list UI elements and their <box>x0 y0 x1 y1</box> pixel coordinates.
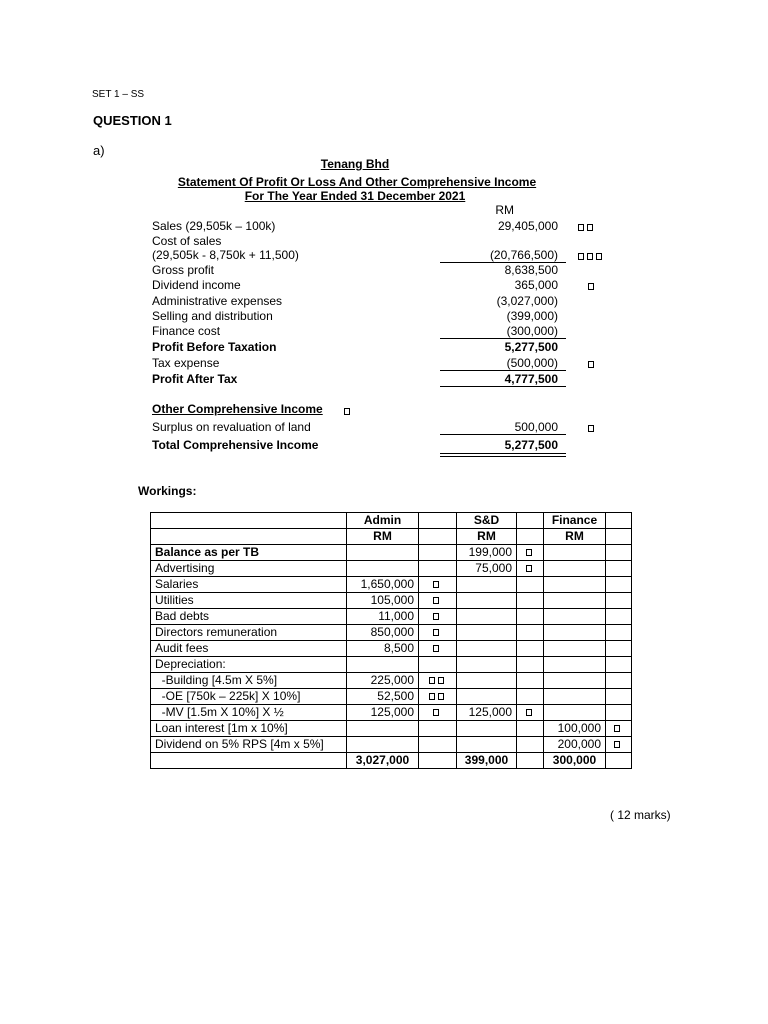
double-underline <box>440 456 566 457</box>
tick-icon <box>614 741 620 748</box>
tci-value: 5,277,500 <box>504 438 558 452</box>
row-finance-value <box>544 545 606 561</box>
row-finance-value <box>544 625 606 641</box>
income-statement <box>0 0 768 470</box>
selling-value: (399,000) <box>506 309 558 323</box>
finance-value: (300,000) <box>506 324 558 338</box>
tick-icon <box>433 597 439 604</box>
statement-title: Statement Of Profit Or Loss And Other Comprehensive Income <box>177 175 537 189</box>
row-admin-value <box>347 657 419 673</box>
row-finance-value: 100,000 <box>544 721 606 737</box>
row-description: Salaries <box>151 577 347 593</box>
pat-value: 4,777,500 <box>504 372 558 386</box>
row-description: Depreciation: <box>151 657 347 673</box>
tick-icon <box>433 613 439 620</box>
row-sd-value <box>457 593 517 609</box>
row-sd-value <box>457 673 517 689</box>
table-header-row <box>151 513 632 529</box>
row-description: Dividend on 5% RPS [4m x 5%] <box>151 737 347 753</box>
row-sd-value: 199,000 <box>457 545 517 561</box>
header-admin: Admin <box>347 513 419 529</box>
row-sd-value <box>457 737 517 753</box>
table-row <box>151 577 632 593</box>
row-admin-value <box>347 721 419 737</box>
finance-label: Finance cost <box>152 324 221 338</box>
row-finance-value <box>544 561 606 577</box>
total-finance: 300,000 <box>544 753 606 769</box>
row-description: Bad debts <box>151 609 347 625</box>
mark-ticks <box>344 404 353 418</box>
double-underline <box>440 453 566 454</box>
total-admin: 3,027,000 <box>347 753 419 769</box>
admin-label: Administrative expenses <box>152 294 283 308</box>
tick-icon <box>526 549 532 556</box>
row-description: Audit fees <box>151 641 347 657</box>
tick-icon <box>578 253 584 260</box>
cos-value: (20,766,500) <box>489 248 558 262</box>
tick-icon <box>433 709 439 716</box>
row-admin-value: 225,000 <box>347 673 419 689</box>
table-row <box>151 737 632 753</box>
row-description: Loan interest [1m x 10%] <box>151 721 347 737</box>
workings-table <box>150 512 632 769</box>
sales-label: Sales (29,505k – 100k) <box>152 219 276 233</box>
tick-icon <box>526 565 532 572</box>
tick-icon <box>587 224 593 231</box>
row-description: -MV [1.5m X 10%] X ½ <box>151 705 347 721</box>
oci-label: Other Comprehensive Income <box>152 402 323 416</box>
gross-value: 8,638,500 <box>504 263 558 277</box>
statement-period: For The Year Ended 31 December 2021 <box>244 189 466 203</box>
surplus-label: Surplus on revaluation of land <box>152 420 311 434</box>
row-description: -Building [4.5m X 5%] <box>151 673 347 689</box>
tick-icon <box>587 253 593 260</box>
row-sd-value <box>457 577 517 593</box>
row-admin-value <box>347 737 419 753</box>
table-row <box>151 673 632 689</box>
tax-label: Tax expense <box>152 356 220 370</box>
row-sd-value <box>457 625 517 641</box>
row-admin-value: 52,500 <box>347 689 419 705</box>
row-finance-value <box>544 641 606 657</box>
row-finance-value <box>544 689 606 705</box>
row-description: Advertising <box>151 561 347 577</box>
pbt-value: 5,277,500 <box>504 340 558 354</box>
table-row <box>151 641 632 657</box>
row-finance-value <box>544 593 606 609</box>
table-row <box>151 657 632 673</box>
marks-label: ( 12 marks) <box>610 808 671 822</box>
dividend-label: Dividend income <box>152 278 241 292</box>
mark-ticks <box>588 357 597 371</box>
tci-label: Total Comprehensive Income <box>152 438 319 452</box>
tick-icon <box>588 425 594 432</box>
row-admin-value <box>347 545 419 561</box>
table-row <box>151 609 632 625</box>
tick-icon <box>526 709 532 716</box>
row-finance-value <box>544 705 606 721</box>
row-finance-value <box>544 657 606 673</box>
row-sd-value: 125,000 <box>457 705 517 721</box>
currency-header: RM <box>495 203 514 217</box>
tick-icon <box>578 224 584 231</box>
mark-ticks <box>578 249 605 263</box>
row-sd-value <box>457 641 517 657</box>
row-sd-value <box>457 657 517 673</box>
subtotal-line <box>440 434 566 435</box>
set-label: SET 1 – SS <box>92 89 145 100</box>
tick-icon <box>429 693 435 700</box>
table-row <box>151 561 632 577</box>
pat-label: Profit After Tax <box>152 372 238 386</box>
tick-icon <box>596 253 602 260</box>
table-row <box>151 593 632 609</box>
total-sd: 399,000 <box>457 753 517 769</box>
company-name: Tenang Bhd <box>320 157 390 171</box>
tick-icon <box>438 677 444 684</box>
row-finance-value <box>544 577 606 593</box>
table-row <box>151 689 632 705</box>
table-units-row <box>151 529 632 545</box>
row-finance-value <box>544 673 606 689</box>
row-sd-value <box>457 689 517 705</box>
table-row <box>151 721 632 737</box>
row-admin-value: 8,500 <box>347 641 419 657</box>
cos-formula: (29,505k - 8,750k + 11,500) <box>152 248 299 262</box>
tick-icon <box>344 408 350 415</box>
admin-value: (3,027,000) <box>496 294 558 308</box>
mark-ticks <box>588 279 597 293</box>
dividend-value: 365,000 <box>514 278 558 292</box>
row-finance-value: 200,000 <box>544 737 606 753</box>
header-sd: S&D <box>457 513 517 529</box>
row-description: Directors remuneration <box>151 625 347 641</box>
gross-label: Gross profit <box>152 263 215 277</box>
tick-icon <box>433 645 439 652</box>
question-heading: QUESTION 1 <box>93 113 172 128</box>
unit-admin: RM <box>347 529 419 545</box>
unit-sd: RM <box>457 529 517 545</box>
mark-ticks <box>578 220 596 234</box>
row-admin-value: 125,000 <box>347 705 419 721</box>
table-total-row <box>151 753 632 769</box>
workings-heading: Workings: <box>138 484 197 498</box>
row-admin-value: 105,000 <box>347 593 419 609</box>
tick-icon <box>588 361 594 368</box>
pbt-label: Profit Before Taxation <box>152 340 277 354</box>
row-admin-value <box>347 561 419 577</box>
subtotal-line <box>440 338 566 339</box>
part-label: a) <box>93 143 105 158</box>
tick-icon <box>588 283 594 290</box>
row-admin-value: 11,000 <box>347 609 419 625</box>
row-description: -OE [750k – 225k] X 10%] <box>151 689 347 705</box>
tick-icon <box>614 725 620 732</box>
surplus-value: 500,000 <box>514 420 558 434</box>
row-admin-value: 850,000 <box>347 625 419 641</box>
unit-finance: RM <box>544 529 606 545</box>
row-sd-value <box>457 609 517 625</box>
tick-icon <box>438 693 444 700</box>
row-description: Balance as per TB <box>151 545 347 561</box>
table-row <box>151 705 632 721</box>
row-sd-value <box>457 721 517 737</box>
sales-value: 29,405,000 <box>497 219 558 233</box>
row-description: Utilities <box>151 593 347 609</box>
row-finance-value <box>544 609 606 625</box>
row-admin-value: 1,650,000 <box>347 577 419 593</box>
tick-icon <box>433 629 439 636</box>
cos-label: Cost of sales <box>152 234 222 248</box>
tax-value: (500,000) <box>506 356 558 370</box>
subtotal-line <box>440 386 566 387</box>
row-sd-value: 75,000 <box>457 561 517 577</box>
tick-icon <box>433 581 439 588</box>
tick-icon <box>429 677 435 684</box>
selling-label: Selling and distribution <box>152 309 273 323</box>
table-row <box>151 625 632 641</box>
table-row <box>151 545 632 561</box>
header-finance: Finance <box>544 513 606 529</box>
mark-ticks <box>588 421 597 435</box>
subtotal-line <box>440 370 566 371</box>
